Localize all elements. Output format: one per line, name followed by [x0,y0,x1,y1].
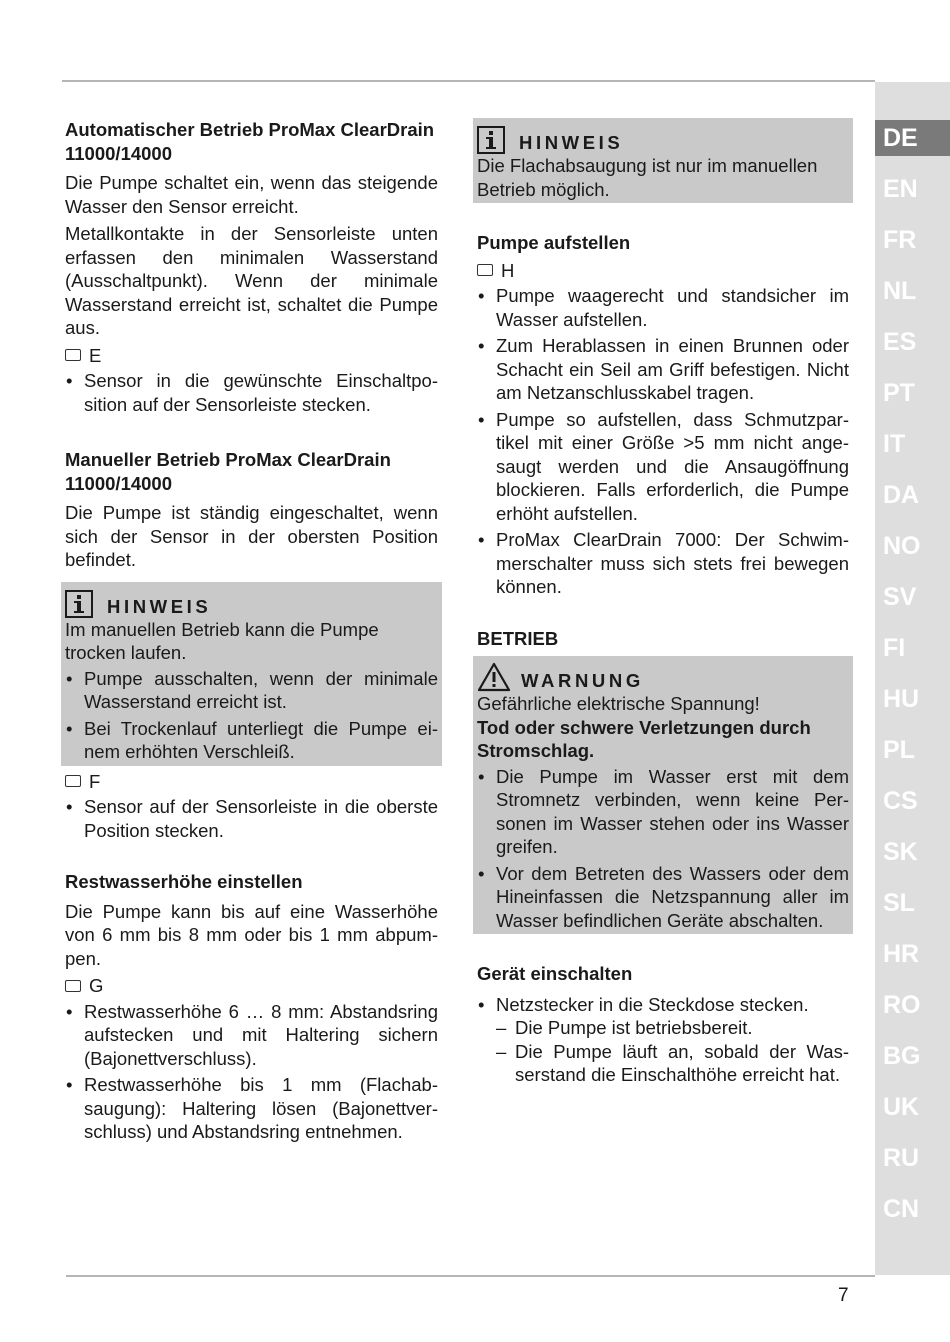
bullet-list [65,1000,438,1144]
figure-reference [65,974,438,998]
notice-box [61,582,442,766]
figure-box-icon [65,349,81,361]
warning-label: WARNUNG [521,670,644,691]
language-tab-cs[interactable]: CS [883,787,918,815]
figure-reference [65,770,438,794]
page-number: 7 [838,1285,849,1306]
list-item: • Pumpe so aufstellen, dass Schmutzpartikel mit einer Größe >5 mm nicht angesaugt werden und die Ansaugöffnung blockieren. Falls erforderlich, die Pumpe erhöht aufstellen. [477,408,849,526]
notice-header [477,122,849,154]
language-tab-de[interactable]: DE [875,120,950,156]
notice-label: HINWEIS [519,132,624,153]
list-item: • Sensor in die gewünschte Einschaltposition auf der Sensorleiste stecken. [65,369,438,416]
warning-consequence: Tod oder schwere Verletzungen durch Stromschlag. [477,716,811,761]
bullet-list [477,284,849,599]
language-tab-da[interactable]: DA [883,481,920,509]
language-tab-hr[interactable]: HR [883,940,920,968]
list-item: • Vor dem Betreten des Wassers oder dem Hineinfassen die Netzspannung aller im Wasser befindlichen Geräte abschalten. [477,862,849,933]
language-tab-ro[interactable]: RO [883,991,921,1019]
section-heading-setup: Pumpe aufstellen [477,232,631,253]
language-tab-pt[interactable]: PT [883,379,915,407]
list-item: • Pumpe ausschalten, wenn der minimale Wasserstand erreicht ist. [65,667,438,714]
language-sidebar [875,82,950,1275]
section-heading-switch-on: Gerät einschalten [477,963,633,984]
bullet-list [477,993,849,1087]
warning-triangle-icon [477,662,511,692]
language-tab-no[interactable]: NO [883,532,921,560]
section-heading-manual: Manueller Betrieb ProMax ClearDrain 11000/14000 [65,449,391,494]
bullet-list [65,369,438,416]
language-tab-nl[interactable]: NL [883,277,917,305]
paragraph: Metallkontakte in der Sensorleiste unten erfassen den minimalen Wasserstand (Ausschaltpunkt). Wenn der minimale Wasserstand erreicht ist, schaltet die Pumpe aus. [65,223,438,338]
figure-reference [477,259,849,283]
notice-box [473,118,853,203]
section-heading-automatic: Automatischer Betrieb ProMax ClearDrain 11000/14000 [65,119,435,164]
figure-box-icon [65,980,81,992]
language-tab-it[interactable]: IT [883,430,906,458]
language-tab-fr[interactable]: FR [883,226,917,254]
language-tab-fi[interactable]: FI [883,634,906,662]
language-tab-ru[interactable]: RU [883,1144,920,1172]
language-tab-sv[interactable]: SV [883,583,917,611]
bullet-list [65,795,438,842]
figure-label: F [89,770,101,792]
figure-label: G [89,975,104,996]
list-item-text: Netzstecker in die Steckdose stecken. [496,993,809,1015]
left-column [65,118,438,1144]
figure-label: E [89,344,102,366]
list-item: • Die Pumpe im Wasser erst mit dem Stromnetz verbinden, wenn keine Personen im Wasser stehen oder ins Wasser greifen. [477,765,849,859]
list-item: • Sensor auf der Sensorleiste in die oberste Position stecken. [65,795,438,842]
figure-box-icon [477,264,493,276]
paragraph: Die Pumpe kann bis auf eine Wasserhöhe von 6 mm bis 8 mm oder bis 1 mm abpumpen. [65,900,438,969]
bullet-list [65,667,438,764]
list-item: • ProMax ClearDrain 7000: Der Schwimmerschalter muss sich stets frei bewegen können. [477,528,849,599]
result-item: – Die Pumpe läuft an, sobald der Wasserstand die Einschalthöhe erreicht hat. [496,1040,849,1087]
paragraph: Die Pumpe schaltet ein, wenn das steigende Wasser den Sensor erreicht. [65,172,438,217]
notice-text: Die Flachabsaugung ist nur im manuellen Betrieb möglich. [477,155,818,200]
bottom-rule [66,1275,875,1277]
language-tab-en[interactable]: EN [883,175,918,203]
warning-text: Gefährliche elektrische Spannung! [477,693,760,714]
figure-reference [65,344,438,368]
bullet-list [477,765,849,933]
language-tab-sl[interactable]: SL [883,889,915,917]
language-tab-uk[interactable]: UK [883,1093,920,1121]
section-heading-operation: BETRIEB [477,627,559,649]
info-icon [65,590,93,618]
list-item: • Pumpe waagerecht und standsicher im Wasser aufstellen. [477,284,849,331]
language-tab-pl[interactable]: PL [883,736,915,764]
figure-label: H [501,259,515,281]
language-tab-sk[interactable]: SK [883,838,918,866]
list-item: • Bei Trockenlauf unterliegt die Pumpe einem erhöhten Verschleiß. [65,717,438,764]
list-item: • Restwasserhöhe bis 1 mm (Flachabsaugung): Haltering lösen (Bajonettverschluss) und Abstandsring entnehmen. [65,1073,438,1144]
language-tab-cn[interactable]: CN [883,1195,920,1223]
top-rule [62,80,875,82]
warning-header [477,660,849,692]
right-column [477,118,849,1087]
notice-label: HINWEIS [107,595,212,617]
list-item: • Zum Herablassen in einen Brunnen oder Schacht ein Seil am Griff befestigen. Nicht am Netzanschlusskabel tragen. [477,334,849,405]
paragraph: Die Pumpe ist ständig eingeschaltet, wenn sich der Sensor in der obersten Position befindet. [65,502,438,570]
notice-header [65,586,438,618]
language-tab-hu[interactable]: HU [883,685,920,713]
result-list [496,1016,849,1087]
result-item: – Die Pumpe ist betriebsbereit. [496,1016,849,1040]
language-tab-bg[interactable]: BG [883,1042,921,1070]
section-heading-residual-water: Restwasserhöhe einstellen [65,871,303,892]
language-tab-es[interactable]: ES [883,328,917,356]
notice-text: Im manuellen Betrieb kann die Pumpe trocken laufen. [65,618,379,663]
list-item: • Restwasserhöhe 6 … 8 mm: Abstandsring aufstecken und mit Haltering sichern (Bajonettverschluss). [65,1000,438,1071]
warning-box [473,656,853,934]
list-item [477,993,849,1087]
figure-box-icon [65,775,81,787]
info-icon [477,126,505,154]
